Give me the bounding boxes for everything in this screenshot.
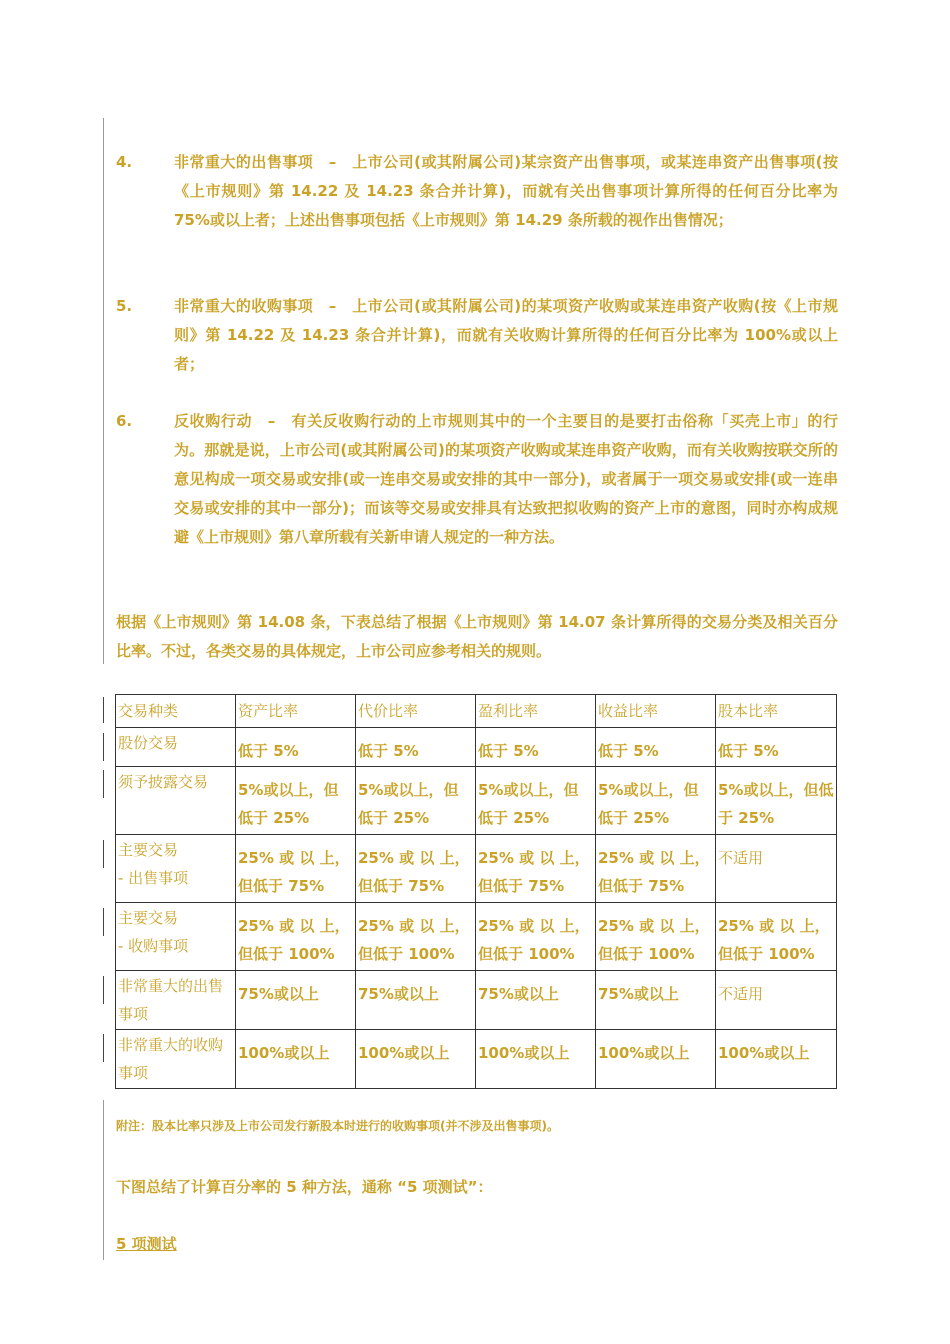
header-cell: 收益比率 <box>596 695 716 728</box>
table-cell: 75%或以上 <box>356 971 476 1030</box>
table-cell: 25% 或 以 上，但低于 100% <box>476 903 596 971</box>
item-number: 4. <box>116 153 133 171</box>
table-cell: 75%或以上 <box>236 971 356 1030</box>
table-row <box>116 903 837 971</box>
intro-paragraph: 根据《上市规则》第 14.08 条，下表总结了根据《上市规则》第 14.07 条计算所得的交易分类及相关百分比率。不过，各类交易的具体规定，上市公司应参考相关的规则。 <box>116 613 838 660</box>
row-marker <box>103 976 104 1004</box>
table-cell: 25% 或 以 上，但低于 100% <box>596 903 716 971</box>
table-row <box>116 835 837 903</box>
table-cell: 75%或以上 <box>596 971 716 1030</box>
row-label: 非常重大的出售事项 <box>116 971 236 1030</box>
transaction-table <box>115 694 837 1089</box>
item-text: 反收购行动 – 有关反收购行动的上市规则其中的一个主要目的是要打击俗称「买壳上市」的行为。那就是说，上市公司(或其附属公司)的某项资产收购或某连串资产收购，而有关收购按联交所的意见构成一项交易或安排(或一连串交易或安排的其中一部分)，或者属于一项交易或安排(或一连串交易或安排的其中一部分)；而该等交易或安排具有达致把拟收购的资产上市的意图，同时亦构成规避《上市规则》第八章所载有关新申请人规定的一种方法。 <box>174 412 838 546</box>
table-cell: 25% 或 以 上，但低于 75% <box>596 835 716 903</box>
table-cell: 100%或以上 <box>476 1030 596 1089</box>
table-row <box>116 728 837 767</box>
margin-line-top <box>103 118 104 664</box>
row-marker <box>103 840 104 868</box>
row-marker <box>103 733 104 761</box>
item-text: 非常重大的收购事项 – 上市公司(或其附属公司)的某项资产收购或某连串资产收购(按《上市规则》第 14.22 及 14.23 条合并计算)，而就有关收购计算所得的任何百分比率为 100%或以上者； <box>174 297 838 373</box>
row-label: 股份交易 <box>116 728 236 767</box>
row-marker <box>103 697 104 723</box>
item-number: 5. <box>116 297 133 315</box>
header-cell: 代价比率 <box>356 695 476 728</box>
table-cell: 25% 或 以 上，但低于 100% <box>356 903 476 971</box>
summary-text: 下图总结了计算百分率的 5 种方法，通称 “5 项测试”： <box>116 1178 493 1196</box>
table-cell: 低于 5% <box>596 728 716 767</box>
table-cell: 100%或以上 <box>356 1030 476 1089</box>
item-text: 非常重大的出售事项 – 上市公司(或其附属公司)某宗资产出售事项，或某连串资产出售事项(按《上市规则》第 14.22 及 14.23 条合并计算)，而就有关出售事项计算所得的任何百分比率为 75%或以上者；上述出售事项包括《上市规则》第 14.29 条所载的视作出售情况； <box>174 153 838 229</box>
row-marker <box>103 908 104 936</box>
table-cell: 5%或以上，但低于 25% <box>596 767 716 835</box>
table-footnote: 附注：股本比率只涉及上市公司发行新股本时进行的收购事项(并不涉及出售事项)。 <box>116 1119 559 1133</box>
table-row <box>116 971 837 1030</box>
table-cell: 25% 或 以 上，但低于 75% <box>476 835 596 903</box>
table-cell: 100%或以上 <box>236 1030 356 1089</box>
table-row <box>116 767 837 835</box>
row-label: 主要交易 - 出售事项 <box>116 835 236 903</box>
header-cell: 盈利比率 <box>476 695 596 728</box>
table-cell: 低于 5% <box>476 728 596 767</box>
table-cell: 25% 或 以 上，但低于 75% <box>356 835 476 903</box>
table-cell: 5%或以上，但低于 25% <box>476 767 596 835</box>
row-marker <box>103 770 104 798</box>
item-number: 6. <box>116 412 133 430</box>
table-cell: 不适用 <box>716 835 837 903</box>
table-cell: 75%或以上 <box>476 971 596 1030</box>
table-cell: 5%或以上，但低于 25% <box>356 767 476 835</box>
table-cell: 不适用 <box>716 971 837 1030</box>
table-cell: 25% 或 以 上，但低于 100% <box>716 903 837 971</box>
row-label: 主要交易 - 收购事项 <box>116 903 236 971</box>
header-cell: 资产比率 <box>236 695 356 728</box>
header-cell: 股本比率 <box>716 695 837 728</box>
row-marker <box>103 1034 104 1062</box>
five-tests-heading[interactable]: 5 项测试 <box>116 1235 177 1253</box>
table-cell: 低于 5% <box>236 728 356 767</box>
table-header-row <box>116 695 837 728</box>
row-label: 非常重大的收购事项 <box>116 1030 236 1089</box>
table-cell: 25% 或 以 上，但低于 100% <box>236 903 356 971</box>
header-cell: 交易种类 <box>116 695 236 728</box>
row-label: 须予披露交易 <box>116 767 236 835</box>
table-row <box>116 1030 837 1089</box>
table-cell: 100%或以上 <box>716 1030 837 1089</box>
table-cell: 25% 或 以 上，但低于 75% <box>236 835 356 903</box>
table-cell: 5%或以上，但低于 25% <box>716 767 837 835</box>
table-cell: 100%或以上 <box>596 1030 716 1089</box>
margin-line-bottom <box>103 1100 104 1260</box>
table-cell: 低于 5% <box>356 728 476 767</box>
table-cell: 5%或以上，但低于 25% <box>236 767 356 835</box>
table-cell: 低于 5% <box>716 728 837 767</box>
